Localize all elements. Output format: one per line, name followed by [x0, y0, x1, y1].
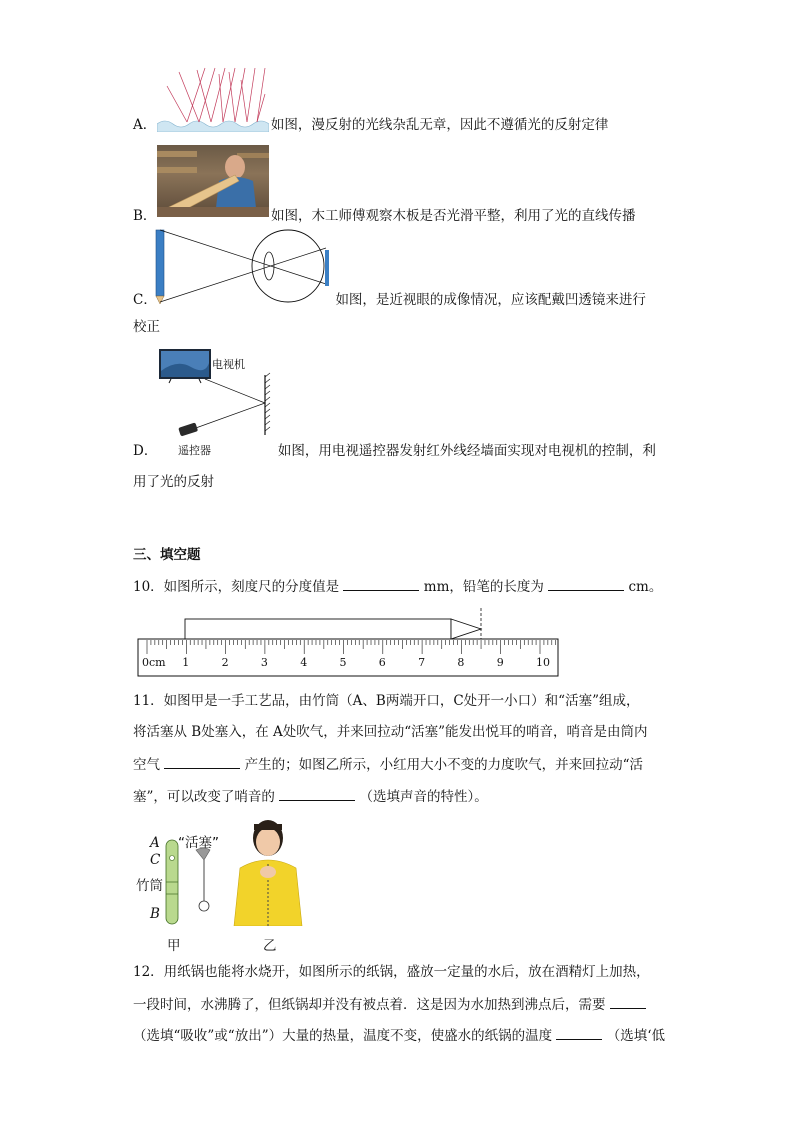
question-11-line2: 将活塞从 B处塞入，在 A处吹气，并来回拉动“活塞”能发出悦耳的哨音，哨音是由筒内 [133, 724, 648, 740]
option-a: A． 如图，漫反射的光线杂乱无章，因此不遵循光的反射定律 [133, 117, 609, 133]
fig-label-piston: “活塞” [178, 835, 219, 851]
answer-blank-division[interactable] [343, 576, 419, 591]
fig-label-a: A [150, 835, 160, 851]
question-12-line1: 12．用纸锅也能将水烧开，如图所示的纸锅，盛放一定量的水后，放在酒精灯上加热， [133, 964, 650, 980]
question-11-line4: 塞”，可以改变了哨音的 （选填声音的特性）。 [133, 786, 488, 807]
fig-label-jia: 甲 [167, 938, 181, 954]
ruler-tick-label: 6 [378, 656, 386, 669]
remote-label: 遥控器 [178, 444, 211, 457]
fig-label-c: C [150, 852, 161, 868]
question-11-line3: 空气 产生的；如图乙所示，小红用大小不变的力度吹气，并来回拉动“活 [133, 754, 643, 775]
ruler-tick-label: 5 [339, 656, 347, 669]
section-title: 三、填空题 [133, 547, 201, 563]
question-10: 10．如图所示，刻度尺的分度值是 mm，铅笔的长度为 cm。 [133, 576, 662, 597]
ruler-tick-label: 9 [496, 656, 504, 669]
ruler-tick-label: 3 [260, 656, 268, 669]
answer-blank-length[interactable] [548, 576, 624, 591]
answer-blank-temperature[interactable] [556, 1025, 602, 1040]
ruler-tick-label: 1 [182, 656, 190, 669]
option-d: D． 如图，用电视遥控器发射红外线经墙面实现对电视机的控制，利 [133, 443, 656, 459]
option-d-cont: 用了光的反射 [133, 474, 214, 490]
fig-label-tube: 竹筒 [136, 878, 163, 894]
option-b: B． 如图，木工师傅观察木板是否光滑平整，利用了光的直线传播 [133, 208, 636, 224]
answer-blank-sound-property[interactable] [279, 786, 355, 801]
ruler-tick-label: 2 [221, 656, 229, 669]
tv-label: 电视机 [212, 358, 245, 371]
option-c: C． 如图，是近视眼的成像情况，应该配戴凹透镜来进行 [133, 292, 646, 308]
fig-label-b: B [150, 906, 160, 922]
ruler-tick-label: 7 [418, 656, 426, 669]
ruler-unit-label: 0cm [142, 656, 166, 669]
girl-photo [232, 816, 304, 926]
question-11-line1: 11．如图甲是一手工艺品，由竹筒（A、B两端开口，C处开一小口）和“活塞”组成， [133, 693, 640, 709]
option-c-cont: 校正 [133, 319, 160, 335]
ruler-tick-label: 8 [457, 656, 465, 669]
answer-blank-vibration[interactable] [164, 754, 240, 769]
fig-label-yi: 乙 [263, 938, 277, 954]
question-12-line3: （选填“吸收”或“放出”）大量的热量，温度不变，使盛水的纸锅的温度 （选填‘低 [133, 1025, 665, 1046]
answer-blank-absorb[interactable] [610, 994, 646, 1009]
ruler-tick-label: 4 [300, 656, 308, 669]
question-12-line2: 一段时间，水沸腾了，但纸锅却并没有被点着．这是因为水加热到沸点后，需要 [133, 994, 646, 1015]
ruler-tick-label: 10 [536, 656, 550, 669]
